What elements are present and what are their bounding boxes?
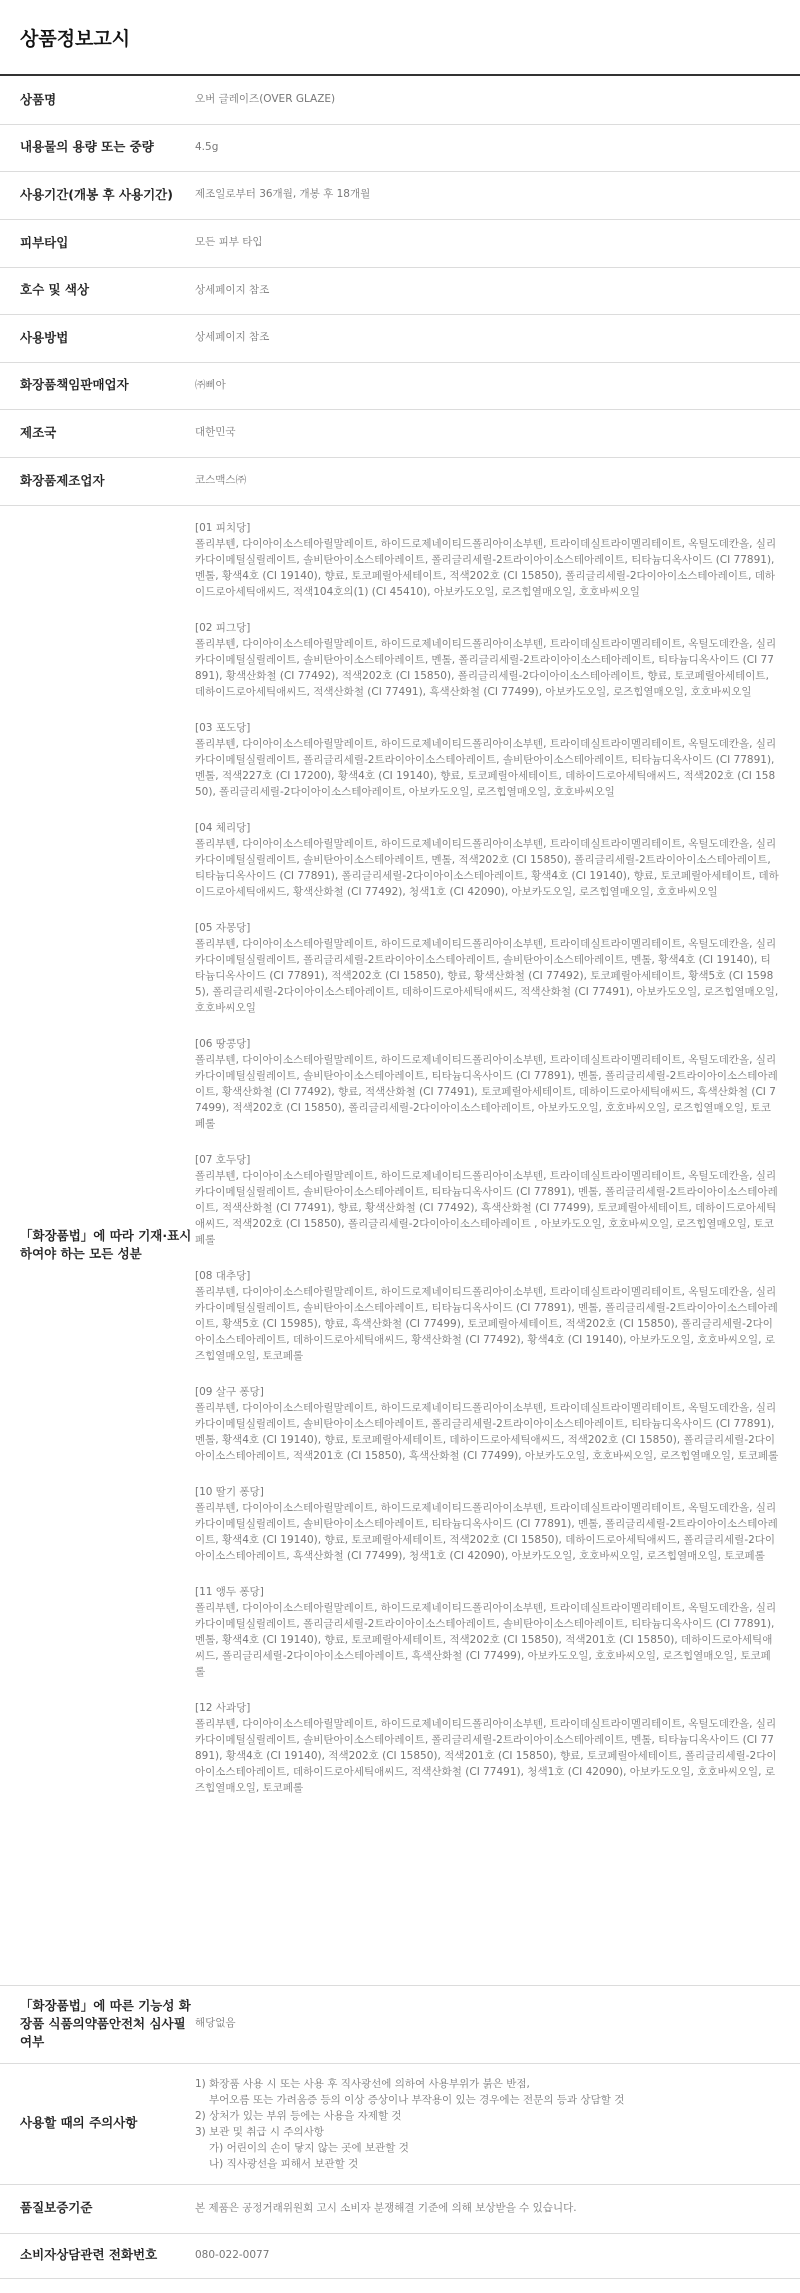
- ingredient-text: 폴리부텐, 다이아이소스테아릴말레이트, 하이드로제네이티드폴리아이소부텐, 트라이데실트라이멜리테이트, 옥틸도데칸올, 실리카다이메틸실릴레이트, 솔비탄아이소스테아레이트, 폴리글리세릴-2트라이아이소스테아레이트, 티타늄디옥사이드 (CI 77891), 멘톨, 황색4호 (CI 19140), 향료, 토코페릴아세테이트, 적색202호 (CI 15850), 폴리글리세릴-2다이아이소스테아레이트, 데하이드로아세틱애씨드, 적색104호의(1) (CI 45410), 아보카도오일, 로즈힙열매오일, 호호바씨오일: [195, 537, 777, 598]
- ingredient-block: [195, 920, 780, 1016]
- cautions-label: 사용할 때의 주의사항: [0, 2063, 195, 2184]
- row-label: 호수 및 색상: [0, 267, 195, 314]
- phone-value: 080-022-0077: [195, 2233, 800, 2278]
- quality-value: 본 제품은 공정거래위원회 고시 소비자 분쟁해결 기준에 의해 보상받을 수 있습니다.: [195, 2184, 800, 2233]
- phone-label: 소비자상담관련 전화번호: [0, 2233, 195, 2278]
- ingredient-block: [195, 620, 780, 700]
- ingredient-text: 폴리부텐, 다이아이소스테아릴말레이트, 하이드로제네이티드폴리아이소부텐, 트라이데실트라이멜리테이트, 옥틸도데칸올, 실리카다이메틸실릴레이트, 솔비탄아이소스테아레이트, 티타늄디옥사이드 (CI 77891), 멘톨, 폴리글리세릴-2트라이아이소스테아레이트, 황색산화철 (CI 77492), 향료, 적색산화철 (CI 77491), 토코페릴아세테이트, 데하이드로아세틱애씨드, 흑색산화철 (CI 77499), 적색202호 (CI 15850), 폴리글리세릴-2다이아이소스테아레이트, 아보카도오일, 호호바씨오일, 로즈힙열매오일, 토코페롤: [195, 1053, 778, 1130]
- ingredient-shade-name: [09 살구 퐁당]: [195, 1385, 264, 1398]
- ingredient-block: [195, 820, 780, 900]
- ingredient-text: 폴리부텐, 다이아이소스테아릴말레이트, 하이드로제네이티드폴리아이소부텐, 트라이데실트라이멜리테이트, 옥틸도데칸올, 실리카다이메틸실릴레이트, 솔비탄아이소스테아레이트, 멘톨, 적색202호 (CI 15850), 폴리글리세릴-2트라이아이소스테아레이트, 티타늄디옥사이드 (CI 77891), 폴리글리세릴-2다이아이소스테아레이트, 황색4호 (CI 19140), 향료, 토코페릴아세테이트, 데하이드로아세틱애씨드, 황색산화철 (CI 77492), 청색1호 (CI 42090), 아보카도오일, 로즈힙열매오일, 호호바씨오일: [195, 837, 779, 898]
- table-row: [0, 267, 800, 314]
- table-row: [0, 219, 800, 267]
- table-row: [0, 1985, 800, 2063]
- row-label: 제조국: [0, 409, 195, 457]
- table-row: [0, 409, 800, 457]
- row-value: 모든 피부 타입: [195, 219, 800, 267]
- row-value: 오버 글레이즈(OVER GLAZE): [195, 76, 800, 124]
- ingredient-shade-name: [03 포도당]: [195, 721, 251, 734]
- ingredient-shade-name: [10 딸기 퐁당]: [195, 1485, 264, 1498]
- review-label: 「화장품법」에 따른 기능성 화장품 식품의약품안전처 심사필 여부: [0, 1985, 195, 2063]
- row-label: 상품명: [0, 76, 195, 124]
- ingredient-shade-name: [12 사과당]: [195, 1701, 251, 1714]
- ingredients-label: 「화장품법」에 따라 기재·표시하여야 하는 모든 성분: [0, 505, 195, 1985]
- table-row: [0, 314, 800, 362]
- ingredient-shade-name: [07 호두당]: [195, 1153, 251, 1166]
- row-label: 사용기간(개봉 후 사용기간): [0, 171, 195, 219]
- ingredient-shade-name: [04 체리당]: [195, 821, 251, 834]
- row-value: 상세페이지 참조: [195, 314, 800, 362]
- table-row: [0, 2184, 800, 2233]
- ingredient-block: [195, 1036, 780, 1132]
- ingredients-list: [195, 505, 800, 1985]
- ingredient-shade-name: [06 땅콩당]: [195, 1037, 251, 1050]
- ingredient-text: 폴리부텐, 다이아이소스테아릴말레이트, 하이드로제네이티드폴리아이소부텐, 트라이데실트라이멜리테이트, 옥틸도데칸올, 실리카다이메틸실릴레이트, 솔비탄아이소스테아레이트, 폴리글리세릴-2트라이아이소스테아레이트, 티타늄디옥사이드 (CI 77891), 멘톨, 황색4호 (CI 19140), 향료, 토코페릴아세테이트, 데하이드로아세틱애씨드, 적색202호 (CI 15850), 폴리글리세릴-2다이아이소스테아레이트, 적색201호 (CI 15850), 흑색산화철 (CI 77499), 아보카도오일, 호호바씨오일, 로즈힙열매오일, 토코페롤: [195, 1401, 779, 1462]
- row-value: 4.5g: [195, 124, 800, 171]
- ingredient-text: 폴리부텐, 다이아이소스테아릴말레이트, 하이드로제네이티드폴리아이소부텐, 트라이데실트라이멜리테이트, 옥틸도데칸올, 실리카다이메틸실릴레이트, 솔비탄아이소스테아레이트, 폴리글리세릴-2트라이아이소스테아레이트, 멘톨, 티타늄디옥사이드 (CI 77891), 황색4호 (CI 19140), 적색202호 (CI 15850), 적색201호 (CI 15850), 향료, 토코페릴아세테이트, 폴리글리세릴-2다이아이소스테아레이트, 데하이드로아세틱애씨드, 적색산화철 (CI 77491), 청색1호 (CI 42090), 아보카도오일, 호호바씨오일, 로즈힙열매오일, 토코페롤: [195, 1717, 777, 1794]
- table-row: [0, 362, 800, 409]
- ingredients-row: [0, 505, 800, 1985]
- row-label: 화장품제조업자: [0, 457, 195, 505]
- ingredient-text: 폴리부텐, 다이아이소스테아릴말레이트, 하이드로제네이티드폴리아이소부텐, 트라이데실트라이멜리테이트, 옥틸도데칸올, 실리카다이메틸실릴레이트, 솔비탄아이소스테아레이트, 티타늄디옥사이드 (CI 77891), 멘톨, 폴리글리세릴-2트라이아이소스테아레이트, 황색4호 (CI 19140), 향료, 토코페릴아세테이트, 적색202호 (CI 15850), 데하이드로아세틱애씨드, 폴리글리세릴-2다이아이소스테아레이트, 흑색산화철 (CI 77499), 청색1호 (CI 42090), 아보카도오일, 호호바씨오일, 로즈힙열매오일, 토코페롤: [195, 1501, 778, 1562]
- caution-line: 가) 어린이의 손이 닿지 않는 곳에 보관할 것: [209, 2141, 409, 2154]
- caution-line: 1) 화장품 사용 시 또는 사용 후 직사광선에 의하여 사용부위가 붉은 반점,: [195, 2077, 530, 2090]
- ingredient-text: 폴리부텐, 다이아이소스테아릴말레이트, 하이드로제네이티드폴리아이소부텐, 트라이데실트라이멜리테이트, 옥틸도데칸올, 실리카다이메틸실릴레이트, 폴리글리세릴-2트라이아이소스테아레이트, 솔비탄아이소스테아레이트, 멘톨, 황색4호 (CI 19140), 티타늄디옥사이드 (CI 77891), 적색202호 (CI 15850), 향료, 황색산화철 (CI 77492), 토코페릴아세테이트, 황색5호 (CI 15985), 폴리글리세릴-2다이아이소스테아레이트, 데하이드로아세틱애씨드, 적색산화철 (CI 77491), 아보카도오일, 로즈힙열매오일, 호호바씨오일: [195, 937, 779, 1014]
- table-row: [0, 124, 800, 171]
- caution-line: 부어오름 또는 가려움증 등의 이상 증상이나 부작용이 있는 경우에는 전문의 등과 상담할 것: [209, 2093, 625, 2106]
- ingredient-block: [195, 1700, 780, 1796]
- ingredient-block: [195, 720, 780, 800]
- row-value: ㈜삐아: [195, 362, 800, 409]
- caution-line: 나) 직사광선을 피해서 보관할 것: [209, 2157, 359, 2170]
- ingredient-block: [195, 1268, 780, 1364]
- info-table: [0, 76, 800, 2279]
- caution-line: 3) 보관 및 취급 시 주의사항: [195, 2125, 324, 2138]
- table-row: [0, 76, 800, 124]
- caution-line: 2) 상처가 있는 부위 등에는 사용을 자제할 것: [195, 2109, 402, 2122]
- row-label: 피부타입: [0, 219, 195, 267]
- ingredient-shade-name: [02 피그당]: [195, 621, 251, 634]
- row-value: 제조일로부터 36개월, 개봉 후 18개월: [195, 171, 800, 219]
- table-row: [0, 171, 800, 219]
- row-value: 코스맥스㈜: [195, 457, 800, 505]
- row-value: 대한민국: [195, 409, 800, 457]
- ingredient-shade-name: [01 피치당]: [195, 521, 251, 534]
- page-title: 상품정보고시: [20, 28, 131, 50]
- table-row: [0, 2233, 800, 2278]
- table-row: [0, 457, 800, 505]
- ingredient-text: 폴리부텐, 다이아이소스테아릴말레이트, 하이드로제네이티드폴리아이소부텐, 트라이데실트라이멜리테이트, 옥틸도데칸올, 실리카다이메틸실릴레이트, 솔비탄아이소스테아레이트, 티타늄디옥사이드 (CI 77891), 멘톨, 폴리글리세릴-2트라이아이소스테아레이트, 적색산화철 (CI 77491), 향료, 황색산화철 (CI 77492), 흑색산화철 (CI 77499), 토코페릴아세테이트, 데하이드로아세틱애씨드, 적색202호 (CI 15850), 폴리글리세릴-2다이아이소스테아레이트 , 아보카도오일, 호호바씨오일, 로즈힙열매오일, 토코페롤: [195, 1169, 778, 1246]
- review-value: 해당없음: [195, 1985, 800, 2063]
- ingredient-block: [195, 1484, 780, 1564]
- ingredient-block: [195, 1584, 780, 1680]
- ingredient-text: 폴리부텐, 다이아이소스테아릴말레이트, 하이드로제네이티드폴리아이소부텐, 트라이데실트라이멜리테이트, 옥틸도데칸올, 실리카다이메틸실릴레이트, 솔비탄아이소스테아레이트, 티타늄디옥사이드 (CI 77891), 멘톨, 폴리글리세릴-2트라이아이소스테아레이트, 황색5호 (CI 15985), 향료, 흑색산화철 (CI 77499), 토코페릴아세테이트, 적색202호 (CI 15850), 폴리글리세릴-2다이아이소스테아레이트, 데하이드로아세틱애씨드, 황색산화철 (CI 77492), 황색4호 (CI 19140), 아보카도오일, 호호바씨오일, 로즈힙열매오일, 토코페롤: [195, 1285, 778, 1362]
- cautions-value: [195, 2063, 800, 2184]
- ingredient-text: 폴리부텐, 다이아이소스테아릴말레이트, 하이드로제네이티드폴리아이소부텐, 트라이데실트라이멜리테이트, 옥틸도데칸올, 실리카다이메틸실릴레이트, 폴리글리세릴-2트라이아이소스테아레이트, 솔비탄아이소스테아레이트, 티타늄디옥사이드 (CI 77891), 멘톨, 황색4호 (CI 19140), 향료, 토코페릴아세테이트, 적색202호 (CI 15850), 적색201호 (CI 15850), 데하이드로아세틱애씨드, 폴리글리세릴-2다이아이소스테아레이트, 흑색산화철 (CI 77499), 아보카도오일, 호호바씨오일, 로즈힙열매오일, 토코페롤: [195, 1601, 777, 1678]
- ingredient-block: [195, 1384, 780, 1464]
- ingredient-block: [195, 520, 780, 600]
- ingredient-block: [195, 1152, 780, 1248]
- row-label: 내용물의 용량 또는 중량: [0, 124, 195, 171]
- ingredient-text: 폴리부텐, 다이아이소스테아릴말레이트, 하이드로제네이티드폴리아이소부텐, 트라이데실트라이멜리테이트, 옥틸도데칸올, 실리카다이메틸실릴레이트, 폴리글리세릴-2트라이아이소스테아레이트, 솔비탄아이소스테아레이트, 티타늄디옥사이드 (CI 77891), 멘톨, 적색227호 (CI 17200), 황색4호 (CI 19140), 향료, 토코페릴아세테이트, 데하이드로아세틱애씨드, 적색202호 (CI 15850), 폴리글리세릴-2다이아이소스테아레이트, 아보카도오일, 로즈힙열매오일, 호호바씨오일: [195, 737, 777, 798]
- ingredient-text: 폴리부텐, 다이아이소스테아릴말레이트, 하이드로제네이티드폴리아이소부텐, 트라이데실트라이멜리테이트, 옥틸도데칸올, 실리카다이메틸실릴레이트, 솔비탄아이소스테아레이트, 멘톨, 폴리글리세릴-2트라이아이소스테아레이트, 티타늄디옥사이드 (CI 77891), 황색산화철 (CI 77492), 적색202호 (CI 15850), 폴리글리세릴-2다이아이소스테아레이트, 향료, 토코페릴아세테이트, 데하이드로아세틱애씨드, 적색산화철 (CI 77491), 흑색산화철 (CI 77499), 아보카도오일, 로즈힙열매오일, 호호바씨오일: [195, 637, 777, 698]
- quality-label: 품질보증기준: [0, 2184, 195, 2233]
- ingredient-shade-name: [11 앵두 퐁당]: [195, 1585, 264, 1598]
- row-label: 사용방법: [0, 314, 195, 362]
- ingredient-shade-name: [08 대추당]: [195, 1269, 251, 1282]
- row-value: 상세페이지 참조: [195, 267, 800, 314]
- ingredient-shade-name: [05 자몽당]: [195, 921, 251, 934]
- row-label: 화장품책임판매업자: [0, 362, 195, 409]
- cautions-row: [0, 2063, 800, 2184]
